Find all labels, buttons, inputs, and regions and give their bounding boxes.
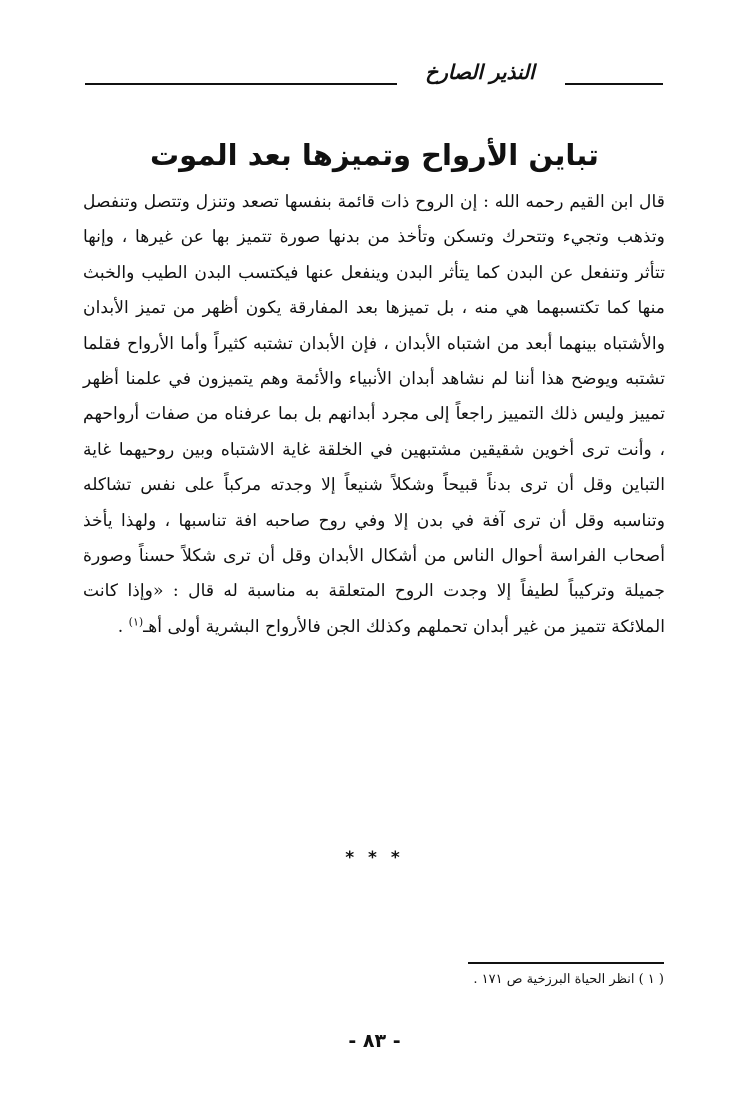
body-text-end: . — [117, 616, 129, 637]
page-number: - ٨٣ - — [348, 1030, 401, 1052]
body-text-main: قال ابن القيم رحمه الله : إن الروح ذات قائمة بنفسها تصعد وتنزل وتتصل وتنفصل وتذهب وتجيء وتتحرك وتسكن وتأخذ من بدنها صورة تتميز بها عن غيرها ، وإنها تتأثر وتنفعل عن البدن كما يتأثر البدن وينفعل عنها فيكتسب البدن الطيب والخبث منها كما تكتسبهما هي منه ، بل تميزها بعد المفارقة يكون أظهر من تميز الأبدان والأشتباه بينهما أبعد من اشتباه الأبدان ، فإن الأبدان تشتبه كثيراً وأما الأرواح فقلما تشتبه ويوضح هذا أننا لم نشاهد أبدان الأنبياء والأئمة وهم يتميزون في علمنا أظهر تمييز وليس ذلك التمييز راجعاً إلى مجرد أبدانهم بل بما عرفناه من صفات أرواحهم ، وأنت ترى أخوين شقيقين مشتبهين في الخلقة غاية الاشتباه وبين روحيهما غاية التباين وقل أن ترى بدناً قبيحاً وشكلاً شنيعاً إلا وجدته مركباً على نفس تشاكله وتناسبه وقل أن ترى آفة في بدن إلا وفي روح صاحبه افة تناسبها ، ولهذا يأخذ أصحاب الفراسة أحوال الناس من أشكال الأبدان وقل أن ترى شكلاً حسناً وصورة جميلة وتركيباً لطيفاً إلا وجدت الروح المتعلقة به مناسبة له قال : «وإذا كانت الملائكة تتميز من غير أبدان تحملهم وكذلك الجن فالأرواح البشرية أولى أهـ — [83, 192, 665, 637]
header-rule-right — [565, 83, 663, 85]
footnote-rule — [468, 962, 664, 964]
section-separator: * * * — [345, 848, 404, 868]
header-rule-left — [85, 83, 397, 85]
footnote-text: ( ١ ) انظر الحياة البرزخية ص ١٧١ . — [473, 972, 664, 987]
running-header — [85, 58, 663, 92]
footnote-reference[interactable]: (١) — [128, 615, 144, 629]
body-paragraph — [83, 185, 665, 645]
chapter-title: تباين الأرواح وتميزها بعد الموت — [150, 138, 599, 172]
running-title: النذير الصارخ — [425, 60, 535, 84]
